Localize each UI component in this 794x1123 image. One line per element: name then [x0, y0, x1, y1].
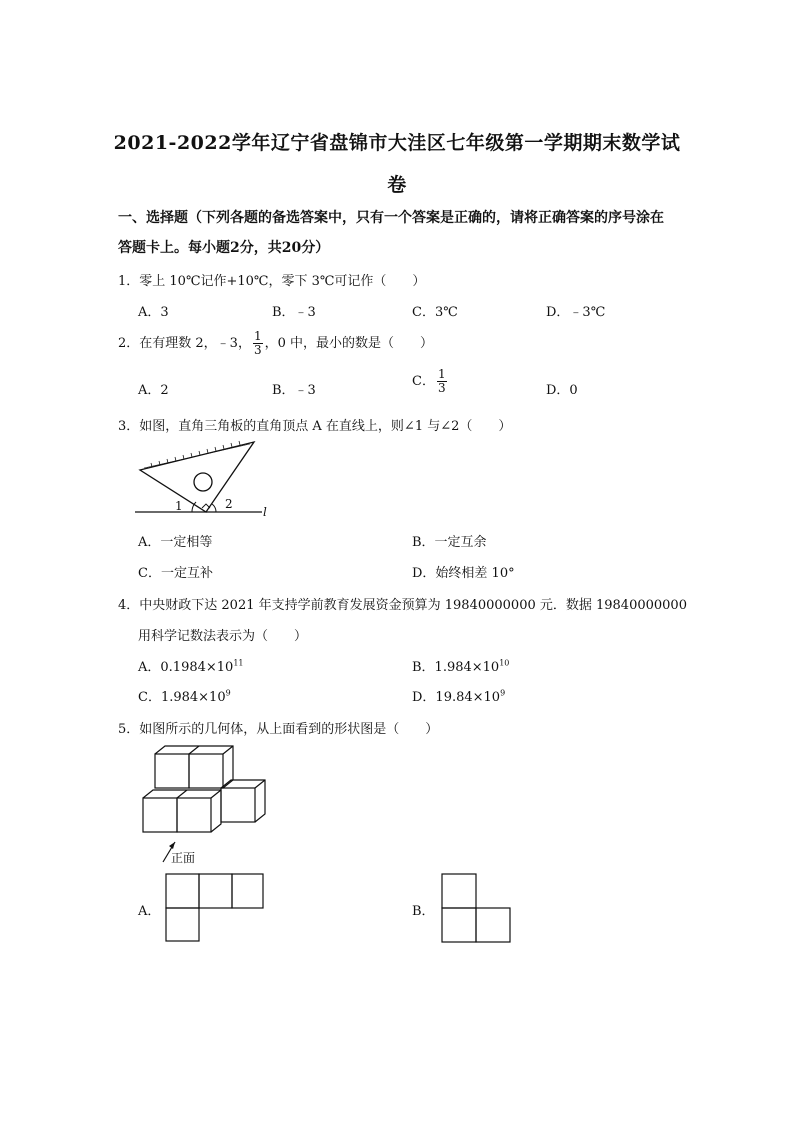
q1-option-a: A．3	[138, 305, 169, 320]
q3-label-l: l	[263, 505, 267, 519]
q3-angle2-arc	[212, 504, 216, 512]
q4-stem-line1: 4．中央财政下达 2021 年支持学前教育发展资金预算为 19840000000 元．数据 19840000000	[118, 598, 687, 613]
q4-option-c-exponent: 9	[225, 688, 231, 698]
q5-option-b-label: B．	[412, 904, 435, 919]
q2-option-b: B．﹣3	[272, 383, 316, 398]
q3-label-2: 2	[225, 497, 233, 511]
q4-option-b	[412, 656, 509, 675]
q1-stem: 1．零上 10℃记作+10℃，零下 3℃可记作（ ）	[118, 274, 426, 289]
q5-stem: 5．如图所示的几何体，从上面看到的形状图是（ ）	[118, 722, 439, 737]
q2-stem-pre: 2．在有理数 2，﹣3，	[118, 336, 251, 351]
q4-option-d-exponent: 9	[500, 688, 506, 698]
q3-set-square	[140, 442, 254, 512]
q1-option-d: D．﹣3℃	[546, 305, 606, 320]
q4-option-b-base: B．1.984×10	[412, 660, 500, 675]
q5-front-label: 正面	[171, 851, 196, 865]
q3-hole-circle	[194, 473, 212, 491]
q2-stem-post: ，0 中，最小的数是（ ）	[264, 336, 433, 351]
q2-option-d: D．0	[546, 383, 578, 398]
q3-triangle-figure	[130, 440, 280, 522]
q3-option-d: D．始终相差 10°	[412, 566, 515, 581]
q4-option-a-base: A．0.1984×10	[138, 660, 234, 675]
q1-option-c: C．3℃	[412, 305, 458, 320]
section-heading-line2: 答题卡上。每小题2分，共20分）	[118, 240, 330, 256]
q4-option-d-base: D．19.84×10	[412, 690, 501, 705]
q5-option-b-grid	[441, 873, 513, 945]
q2-fraction-numerator: 1	[253, 329, 262, 343]
q4-stem-line2: 用科学记数法表示为（ ）	[138, 629, 308, 644]
q5-cube-solid-figure	[135, 742, 280, 867]
q2-option-c-denominator: 3	[437, 381, 446, 395]
q3-stem: 3．如图，直角三角板的直角顶点 A 在直线上，则∠1 与∠2（ ）	[118, 419, 512, 434]
exam-title-line2: 卷	[387, 174, 407, 196]
q2-option-c	[412, 368, 449, 395]
q4-option-b-exponent: 10	[499, 658, 510, 668]
q2-option-c-fraction	[437, 368, 447, 395]
q3-right-angle-mark	[202, 504, 210, 508]
q3-option-b: B．一定互余	[412, 535, 487, 550]
q2-fraction-denominator: 3	[253, 343, 262, 357]
q1-option-b: B．﹣3	[272, 305, 316, 320]
q2-option-a: A．2	[138, 383, 169, 398]
q2-option-c-label: C．	[412, 374, 435, 389]
q5-option-a-label: A．	[138, 904, 161, 919]
q2-stem	[118, 330, 433, 357]
q4-option-a	[138, 656, 244, 675]
q4-option-c-base: C．1.984×10	[138, 690, 226, 705]
exam-title-line1: 2021-2022学年辽宁省盘锦市大洼区七年级第一学期期末数学试	[113, 132, 681, 154]
q5-option-a-grid	[165, 873, 265, 943]
q4-option-a-exponent: 11	[233, 658, 244, 668]
q3-option-c: C．一定互补	[138, 566, 213, 581]
q4-option-c	[138, 686, 231, 705]
q4-option-d	[412, 686, 505, 705]
q2-fraction	[253, 330, 263, 357]
q3-label-1: 1	[175, 499, 183, 513]
q3-option-a: A．一定相等	[138, 535, 213, 550]
q2-option-c-numerator: 1	[437, 367, 446, 381]
section-heading-line1: 一、选择题（下列各题的备选答案中，只有一个答案是正确的，请将正确答案的序号涂在	[118, 210, 664, 226]
